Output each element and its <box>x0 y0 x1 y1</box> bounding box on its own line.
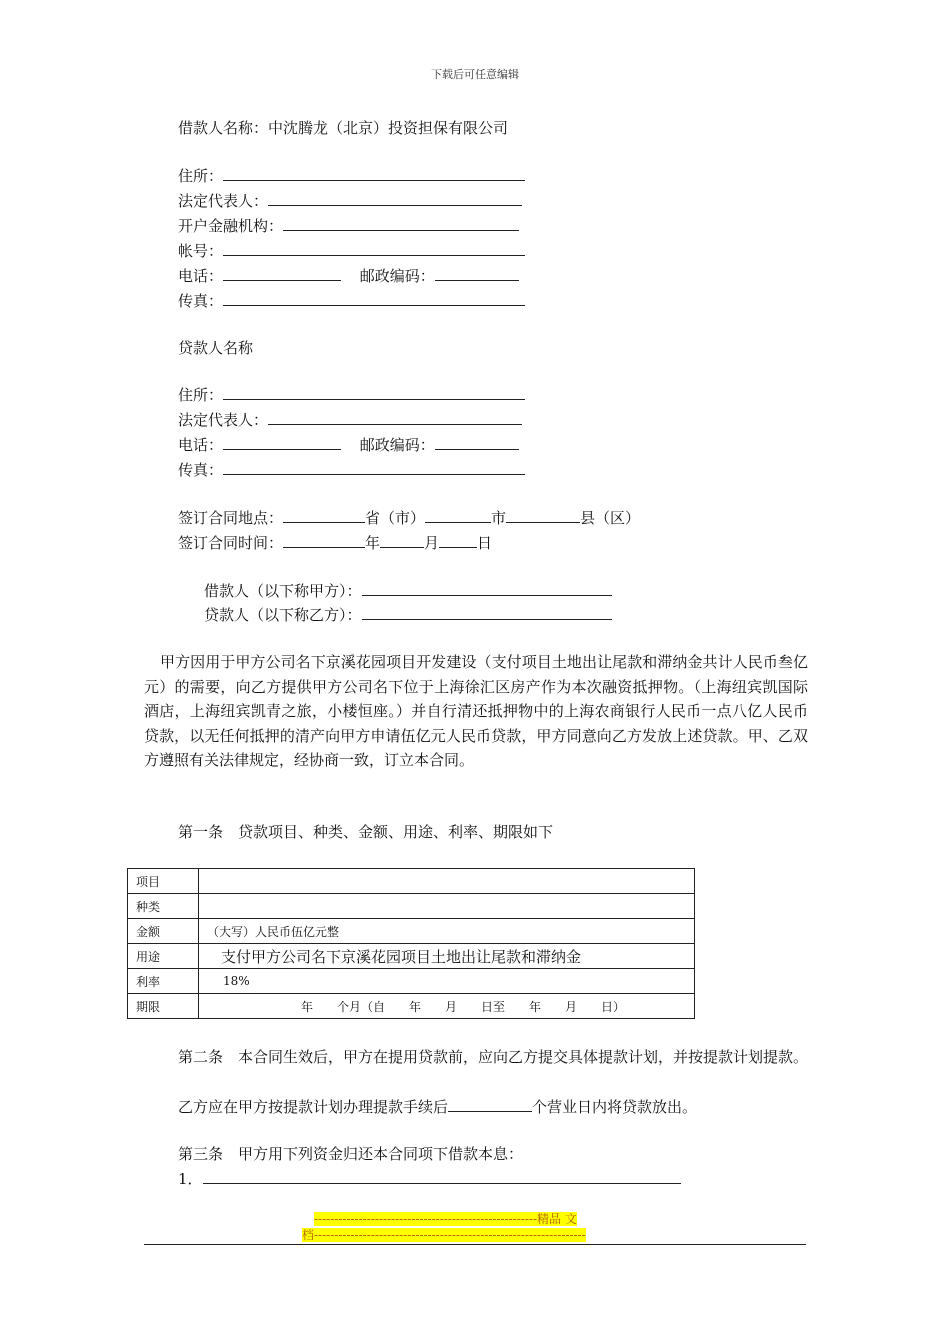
borrower-fax-label: 传真： <box>178 292 224 310</box>
borrower-name-label: 借款人名称： <box>178 119 269 137</box>
party-b-line <box>204 605 612 625</box>
table-row <box>128 894 695 919</box>
table-row <box>128 869 695 894</box>
table-value-cell[interactable] <box>199 894 695 919</box>
borrower-postcode-label: 邮政编码： <box>359 267 435 285</box>
borrower-phone-line <box>178 266 519 286</box>
borrower-name-line <box>178 118 508 138</box>
borrower-legal-rep-label: 法定代表人： <box>178 192 269 210</box>
party-b-label: 贷款人（以下称乙方）： <box>204 606 362 624</box>
table-value-cell[interactable]: 支付甲方公司名下京溪花园项目土地出让尾款和滞纳金 <box>199 944 695 969</box>
borrower-postcode-field[interactable] <box>435 266 519 281</box>
party-b-field[interactable] <box>362 605 612 620</box>
signing-county-label: 县（区） <box>580 509 641 527</box>
signing-place-label: 签订合同地点： <box>178 509 284 527</box>
borrower-bank-label: 开户金融机构： <box>178 217 284 235</box>
signing-time-label: 签订合同时间： <box>178 534 284 552</box>
borrower-account-field[interactable] <box>223 241 525 256</box>
lender-fax-line <box>178 460 525 480</box>
borrower-account-line <box>178 241 525 261</box>
table-label-cell: 期限 <box>128 994 199 1019</box>
table-label-cell: 用途 <box>128 944 199 969</box>
article3-title: 第三条 甲方用下列资金归还本合同项下借款本息： <box>178 1145 524 1163</box>
signing-month-label: 月 <box>424 534 440 552</box>
lender-address-field[interactable] <box>223 385 525 400</box>
lender-phone-line <box>178 435 519 455</box>
lender-postcode-field[interactable] <box>435 435 519 450</box>
lender-phone-label: 电话： <box>178 436 224 454</box>
borrower-account-label: 帐号： <box>178 242 224 260</box>
article1-title: 第一条 贷款项目、种类、金额、用途、利率、期限如下 <box>178 823 554 841</box>
table-label-cell: 项目 <box>128 869 199 894</box>
footer-watermark-line2: 档------------------------------------------------------------------- <box>302 1228 586 1242</box>
page-header: 下载后可任意编辑 <box>431 68 519 81</box>
article2-paragraph: 第二条 本合同生效后，甲方在提用贷款前，应向乙方提交具体提款计划，并按提款计划提款。 <box>178 1048 809 1066</box>
table-row <box>128 919 695 944</box>
borrower-bank-line <box>178 216 519 236</box>
article3-item1-field[interactable] <box>203 1169 681 1184</box>
borrower-phone-label: 电话： <box>178 267 224 285</box>
signing-province-label: 省（市） <box>365 509 426 527</box>
borrower-fax-line <box>178 291 525 311</box>
article3-item1-line <box>178 1169 681 1189</box>
article3-item1-label: 1． <box>178 1170 203 1188</box>
table-value-cell[interactable]: 18% <box>199 969 695 994</box>
borrower-address-label: 住所： <box>178 167 224 185</box>
table-row <box>128 994 695 1019</box>
signing-city-field[interactable] <box>425 508 491 523</box>
party-a-line <box>204 581 612 601</box>
signing-day-label: 日 <box>477 534 493 552</box>
table-row <box>128 944 695 969</box>
article2-paragraph2 <box>178 1097 697 1117</box>
table-row <box>128 969 695 994</box>
footer-rule <box>144 1244 806 1245</box>
borrower-name-value: 中沈腾龙（北京）投资担保有限公司 <box>268 119 509 137</box>
borrower-fax-field[interactable] <box>223 291 525 306</box>
signing-day-field[interactable] <box>439 533 477 548</box>
lender-postcode-label: 邮政编码： <box>359 436 435 454</box>
table-value-cell[interactable]: 年 个月（自 年 月 日至 年 月 日） <box>199 994 695 1019</box>
signing-month-field[interactable] <box>380 533 424 548</box>
lender-legal-rep-field[interactable] <box>268 410 522 425</box>
article2-p2-after: 个营业日内将贷款放出。 <box>532 1098 698 1116</box>
table-label-cell: 种类 <box>128 894 199 919</box>
table-label-cell: 金额 <box>128 919 199 944</box>
lender-name-label: 贷款人名称 <box>178 339 254 357</box>
lender-phone-field[interactable] <box>223 435 341 450</box>
party-a-label: 借款人（以下称甲方）： <box>204 582 362 600</box>
borrower-phone-field[interactable] <box>223 266 341 281</box>
lender-address-line <box>178 385 525 405</box>
signing-city-label: 市 <box>491 509 507 527</box>
lender-legal-rep-line <box>178 410 522 430</box>
signing-year-field[interactable] <box>283 533 365 548</box>
party-a-field[interactable] <box>362 581 612 596</box>
table-value-cell[interactable]: （大写）人民币伍亿元整 <box>199 919 695 944</box>
article2-p2-before: 乙方应在甲方按提款计划办理提款手续后 <box>178 1098 449 1116</box>
signing-time-line <box>178 533 492 553</box>
borrower-legal-rep-line <box>178 191 522 211</box>
preamble-paragraph: 甲方因用于甲方公司名下京溪花园项目开发建设（支付项目土地出让尾款和滞纳金共计人民币叁亿元）的需要，向乙方提供甲方公司名下位于上海徐汇区房产作为本次融资抵押物。（上海纽宾凯国际酒店，上海纽宾凯青之旅，小楼恒座。）并自行清还抵押物中的上海农商银行人民币一点八亿人民币贷款，以无任何抵押的清产向甲方申请伍亿元人民币贷款，甲方同意向乙方发放上述贷款。甲、乙双方遵照有关法律规定，经协商一致，订立本合同。 <box>144 653 808 769</box>
footer-watermark-line1: -------------------------------------------------------精品 文 <box>314 1212 577 1226</box>
lender-address-label: 住所： <box>178 386 224 404</box>
borrower-legal-rep-field[interactable] <box>268 191 522 206</box>
signing-county-field[interactable] <box>506 508 580 523</box>
lender-legal-rep-label: 法定代表人： <box>178 411 269 429</box>
borrower-bank-field[interactable] <box>283 216 519 231</box>
borrower-address-field[interactable] <box>223 166 525 181</box>
signing-place-line <box>178 508 640 528</box>
signing-year-label: 年 <box>365 534 381 552</box>
table-value-cell[interactable] <box>199 869 695 894</box>
table-label-cell: 利率 <box>128 969 199 994</box>
lender-fax-field[interactable] <box>223 460 525 475</box>
borrower-address-line <box>178 166 525 186</box>
business-days-field[interactable] <box>448 1097 532 1112</box>
lender-fax-label: 传真： <box>178 461 224 479</box>
loan-terms-table <box>127 868 695 1019</box>
signing-province-field[interactable] <box>283 508 365 523</box>
